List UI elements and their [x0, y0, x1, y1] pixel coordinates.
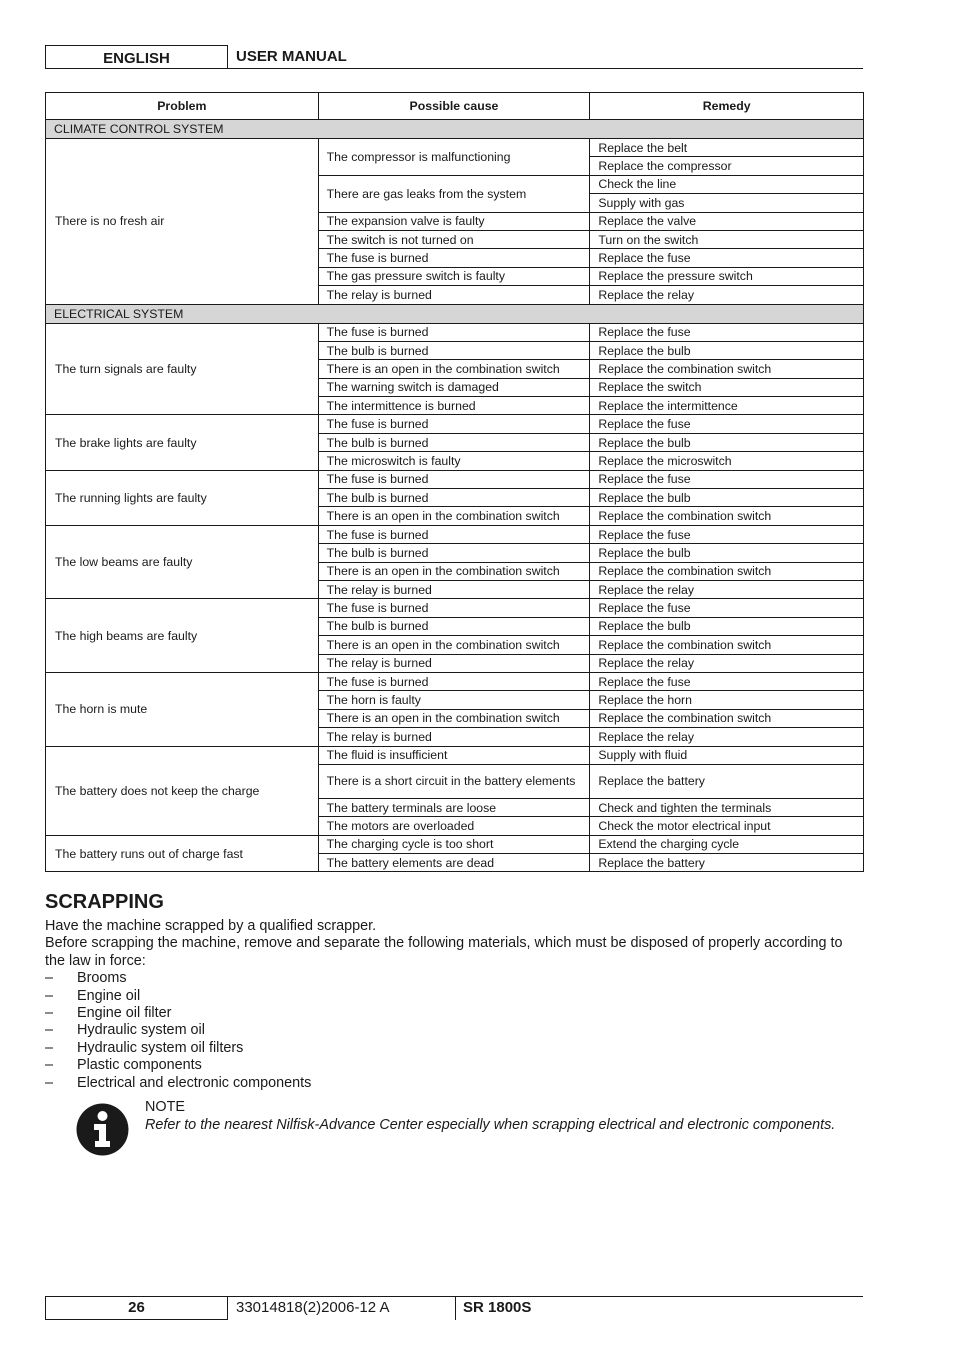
footer-divider — [455, 1297, 456, 1320]
document-code: 33014818(2)2006-12 A — [236, 1299, 390, 1316]
list-dash: – — [45, 1005, 54, 1022]
cause-cell: The bulb is burned — [318, 617, 590, 635]
cause-cell: The fuse is burned — [318, 525, 590, 543]
cause-cell: There is an open in the combination switch — [318, 562, 590, 580]
scrapping-section — [45, 890, 865, 1092]
column-header-problem: Problem — [46, 93, 319, 120]
remedy-cell: Replace the battery — [590, 764, 864, 798]
cause-cell: The intermittence is burned — [318, 397, 590, 415]
remedy-cell: Check the motor electrical input — [590, 817, 864, 835]
cause-cell: The bulb is burned — [318, 544, 590, 562]
cause-cell: The battery elements are dead — [318, 854, 590, 872]
remedy-cell: Replace the valve — [590, 212, 864, 230]
cause-cell: The fuse is burned — [318, 672, 590, 690]
remedy-cell: Replace the relay — [590, 728, 864, 746]
scrapping-title: SCRAPPING — [45, 891, 164, 913]
column-header-remedy: Remedy — [590, 93, 864, 120]
cause-cell: The expansion valve is faulty — [318, 212, 590, 230]
scrapping-paragraph-2: Before scrapping the machine, remove and separate the following materials, which must be disposed of properly according to the law in force: — [45, 935, 843, 969]
problem-cell: The battery does not keep the charge — [46, 746, 319, 835]
table-row — [46, 415, 864, 433]
cause-cell: The fuse is burned — [318, 415, 590, 433]
list-item — [45, 1022, 865, 1039]
cause-cell: There is an open in the combination switch — [318, 360, 590, 378]
section-row — [46, 120, 864, 139]
table-row — [46, 323, 864, 341]
cause-cell: The switch is not turned on — [318, 230, 590, 248]
cause-cell: The charging cycle is too short — [318, 835, 590, 853]
list-item-text: Plastic components — [77, 1057, 202, 1074]
table-row — [46, 525, 864, 543]
problem-cell: The turn signals are faulty — [46, 323, 319, 415]
materials-list — [45, 970, 865, 1092]
problem-cell: The horn is mute — [46, 672, 319, 746]
remedy-cell: Replace the fuse — [590, 599, 864, 617]
problem-cell: The battery runs out of charge fast — [46, 835, 319, 872]
header-title: USER MANUAL — [236, 48, 347, 65]
cause-cell: The warning switch is damaged — [318, 378, 590, 396]
cause-cell: The fuse is burned — [318, 249, 590, 267]
remedy-cell: Replace the fuse — [590, 525, 864, 543]
cause-cell: The motors are overloaded — [318, 817, 590, 835]
table-row — [46, 746, 864, 764]
table-body — [46, 120, 864, 872]
problem-cell: The high beams are faulty — [46, 599, 319, 673]
list-dash: – — [45, 970, 54, 987]
remedy-cell: Check and tighten the terminals — [590, 798, 864, 816]
cause-cell: There is an open in the combination switch — [318, 507, 590, 525]
page-number: 26 — [45, 1297, 228, 1320]
model-name: SR 1800S — [463, 1299, 532, 1316]
remedy-cell: Replace the fuse — [590, 249, 864, 267]
list-item-text: Engine oil filter — [77, 1005, 172, 1022]
remedy-cell: Replace the bulb — [590, 544, 864, 562]
remedy-cell: Check the line — [590, 175, 864, 193]
cause-cell: The relay is burned — [318, 286, 590, 304]
list-dash: – — [45, 987, 54, 1004]
remedy-cell: Replace the bulb — [590, 617, 864, 635]
list-item-text: Hydraulic system oil filters — [77, 1039, 244, 1056]
cause-cell: The relay is burned — [318, 580, 590, 598]
cause-cell: The gas pressure switch is faulty — [318, 267, 590, 285]
remedy-cell: Replace the combination switch — [590, 709, 864, 727]
list-item-text: Engine oil — [77, 987, 141, 1004]
remedy-cell: Supply with gas — [590, 194, 864, 212]
remedy-cell: Replace the microswitch — [590, 452, 864, 470]
note-label: NOTE — [145, 1099, 185, 1115]
remedy-cell: Replace the belt — [590, 139, 864, 157]
list-dash: – — [45, 1074, 54, 1091]
list-item — [45, 1057, 865, 1074]
remedy-cell: Replace the bulb — [590, 489, 864, 507]
page-footer — [45, 1296, 863, 1319]
section-row — [46, 304, 864, 323]
cause-cell: The fluid is insufficient — [318, 746, 590, 764]
info-icon — [76, 1103, 129, 1156]
table-row — [46, 599, 864, 617]
remedy-cell: Replace the bulb — [590, 341, 864, 359]
list-dash: – — [45, 1022, 54, 1039]
cause-cell: The battery terminals are loose — [318, 798, 590, 816]
cause-cell: The fuse is burned — [318, 599, 590, 617]
remedy-cell: Turn on the switch — [590, 230, 864, 248]
cause-cell: There is a short circuit in the battery elements — [318, 764, 590, 798]
table-row — [46, 835, 864, 853]
list-item-text: Brooms — [77, 970, 127, 987]
cause-cell: The relay is burned — [318, 728, 590, 746]
cause-cell: There is an open in the combination switch — [318, 709, 590, 727]
troubleshooting-table — [45, 92, 864, 872]
list-item — [45, 1005, 865, 1022]
list-item — [45, 1075, 865, 1092]
remedy-cell: Replace the fuse — [590, 415, 864, 433]
table-row — [46, 672, 864, 690]
remedy-cell: Replace the fuse — [590, 470, 864, 488]
problem-cell: The low beams are faulty — [46, 525, 319, 599]
remedy-cell: Replace the combination switch — [590, 360, 864, 378]
remedy-cell: Replace the switch — [590, 378, 864, 396]
remedy-cell: Replace the combination switch — [590, 636, 864, 654]
remedy-cell: Replace the relay — [590, 286, 864, 304]
problem-cell: The running lights are faulty — [46, 470, 319, 525]
cause-cell: The horn is faulty — [318, 691, 590, 709]
problem-cell: There is no fresh air — [46, 139, 319, 305]
remedy-cell: Replace the intermittence — [590, 397, 864, 415]
remedy-cell: Replace the horn — [590, 691, 864, 709]
cause-cell: The bulb is burned — [318, 341, 590, 359]
remedy-cell: Replace the relay — [590, 580, 864, 598]
cause-cell: The fuse is burned — [318, 470, 590, 488]
list-item — [45, 970, 865, 987]
remedy-cell: Replace the compressor — [590, 157, 864, 175]
note-box — [76, 1098, 866, 1158]
note-text: Refer to the nearest Nilfisk-Advance Center especially when scrapping electrical and electronic components. — [145, 1117, 836, 1133]
remedy-cell: Replace the combination switch — [590, 507, 864, 525]
remedy-cell: Extend the charging cycle — [590, 835, 864, 853]
list-item — [45, 988, 865, 1005]
remedy-cell: Replace the combination switch — [590, 562, 864, 580]
remedy-cell: Replace the bulb — [590, 433, 864, 451]
remedy-cell: Replace the pressure switch — [590, 267, 864, 285]
cause-cell: There is an open in the combination switch — [318, 636, 590, 654]
section-title: CLIMATE CONTROL SYSTEM — [46, 120, 864, 139]
list-item-text: Hydraulic system oil — [77, 1022, 205, 1039]
cause-cell: There are gas leaks from the system — [318, 175, 590, 212]
list-dash: – — [45, 1057, 54, 1074]
remedy-cell: Replace the relay — [590, 654, 864, 672]
cause-cell: The bulb is burned — [318, 433, 590, 451]
cause-cell: The microswitch is faulty — [318, 452, 590, 470]
cause-cell: The compressor is malfunctioning — [318, 139, 590, 176]
remedy-cell: Replace the battery — [590, 854, 864, 872]
cause-cell: The fuse is burned — [318, 323, 590, 341]
cause-cell: The bulb is burned — [318, 489, 590, 507]
section-title: ELECTRICAL SYSTEM — [46, 304, 864, 323]
list-item-text: Electrical and electronic components — [77, 1074, 312, 1091]
page-header — [45, 45, 863, 69]
remedy-cell: Supply with fluid — [590, 746, 864, 764]
table-row — [46, 470, 864, 488]
cause-cell: The relay is burned — [318, 654, 590, 672]
table-header-row — [46, 93, 864, 120]
remedy-cell: Replace the fuse — [590, 323, 864, 341]
scrapping-paragraph-1: Have the machine scrapped by a qualified scrapper. — [45, 918, 377, 934]
list-dash: – — [45, 1039, 54, 1056]
list-item — [45, 1040, 865, 1057]
table-row — [46, 139, 864, 157]
remedy-cell: Replace the fuse — [590, 672, 864, 690]
column-header-cause: Possible cause — [318, 93, 590, 120]
header-language: ENGLISH — [45, 45, 228, 69]
problem-cell: The brake lights are faulty — [46, 415, 319, 470]
